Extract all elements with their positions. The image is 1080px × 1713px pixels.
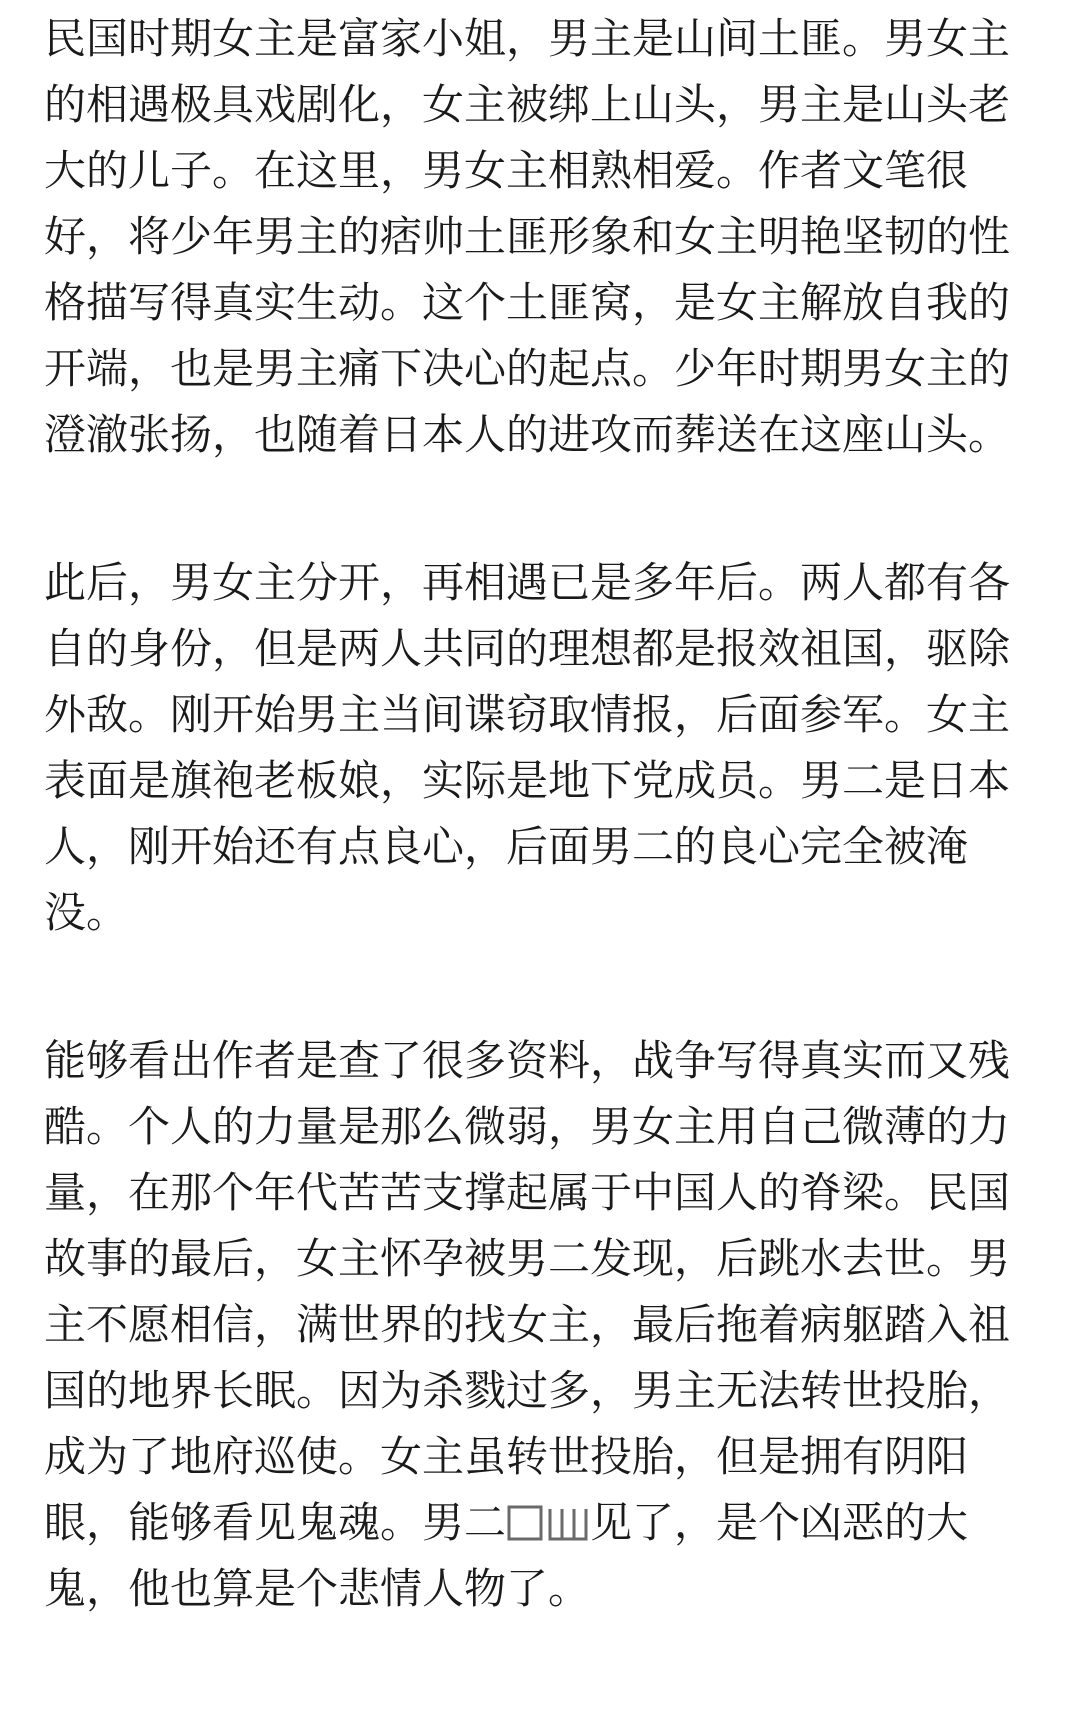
text-line: 表面是旗袍老板娘，实际是地下党成员。男二是日本 (44, 756, 1011, 805)
text-line: 主不愿相信，满世界的找女主，最后拖着病躯踏入祖 (44, 1300, 1011, 1349)
paragraph-spacer (44, 468, 1044, 550)
text-line: 故事的最后，女主怀孕被男二发现，后跳水去世。男 (44, 1234, 1011, 1283)
text-line: 开端，也是男主痛下决心的起点。少年时期男女主的 (44, 344, 1011, 393)
article-body (44, 6, 1044, 1622)
text-line: 能够看出作者是查了很多资料，战争写得真实而又残 (44, 1036, 1011, 1085)
text-line: 人，刚开始还有点良心，后面男二的良心完全被淹 (44, 822, 969, 871)
text-line: 民国时期女主是富家小姐，男主是山间土匪。男女主 (44, 14, 1011, 63)
text-line: 此后，男女主分开，再相遇已是多年后。两人都有各 (44, 558, 1011, 607)
text-line: 的相遇极具戏剧化，女主被绑上山头，男主是山头老 (44, 80, 1011, 129)
text-line (44, 1490, 1044, 1556)
text-line: 好，将少年男主的痞帅土匪形象和女主明艳坚韧的性 (44, 212, 1011, 261)
text-line: 量，在那个年代苦苦支撑起属于中国人的脊梁。民国 (44, 1168, 1011, 1217)
text-segment: 眼，能够看见鬼魂。男二 (44, 1498, 507, 1547)
text-line: 自的身份，但是两人共同的理想都是报效祖国，驱除 (44, 624, 1011, 673)
text-line: 酷。个人的力量是那么微弱，男女主用自己微薄的力 (44, 1102, 1011, 1151)
paragraph-3 (44, 1028, 1044, 1622)
paragraph-1 (44, 6, 1044, 468)
text-line: 国的地界长眠。因为杀戮过多，男主无法转世投胎， (44, 1366, 1011, 1415)
text-line: 外敌。刚开始男主当间谍窃取情报，后面参军。女主 (44, 690, 1011, 739)
text-line: 没。 (44, 888, 129, 937)
text-segment: 见了，是个凶恶的大 (590, 1498, 969, 1547)
paragraph-spacer (44, 946, 1044, 1028)
text-line: 鬼，他也算是个悲情人物了。 (44, 1564, 591, 1613)
text-line: 成为了地府巡使。女主虽转世投胎，但是拥有阴阳 (44, 1432, 969, 1481)
text-line: 大的儿子。在这里，男女主相熟相爱。作者文笔很 (44, 146, 969, 195)
watermark-glyph-icon (506, 1496, 590, 1538)
text-line: 格描写得真实生动。这个土匪窝，是女主解放自我的 (44, 278, 1011, 327)
paragraph-2 (44, 550, 1044, 946)
text-line: 澄澈张扬，也随着日本人的进攻而葬送在这座山头。 (44, 410, 1011, 459)
